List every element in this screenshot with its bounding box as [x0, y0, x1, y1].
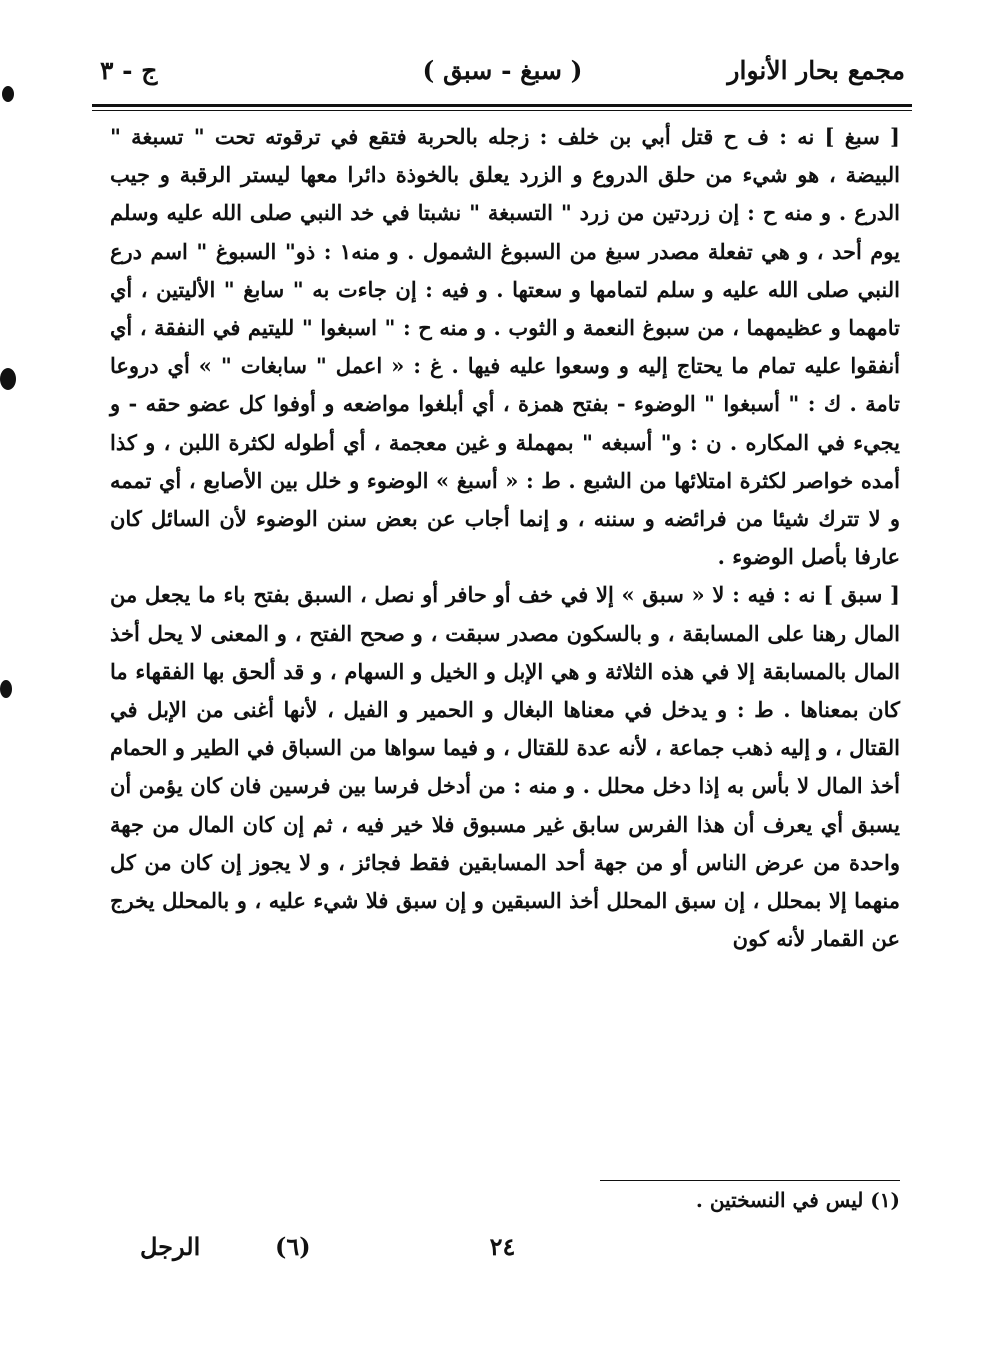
header-rule-thin	[92, 110, 912, 111]
header-rule-thick	[92, 104, 912, 107]
signature-mark: (٦)	[275, 1232, 311, 1261]
page-number: ٢٤	[489, 1232, 516, 1261]
scan-speck	[2, 86, 14, 102]
scan-speck	[0, 368, 16, 390]
book-title: مجمع بحار الأنوار	[727, 56, 905, 85]
footnote: (١) ليس في النسختين .	[695, 1188, 900, 1212]
entry-sabagha: [ سبغ ] نه : ف ح قتل أبي بن خلف : زجله بالحربة فتقع في ترقوته تحت " تسبغة " البيضة ، هو شيء من حلق الدروع و الزرد يعلق بالخوذة دائرا معها ليستر الرقبة و جيب الدرع . و منه ح : إن زردتين من زرد " التسبغة " نشبتا في خد النبي صلى الله عليه وسلم يوم أحد ، و هي تفعلة مصدر سبغ من السبوغ الشمول . و منه١ : ذو" السبوغ " اسم درع النبي صلى الله عليه و سلم لتمامها و سعتها . و فيه : إن جاءت به " سابغ " الأليتين ، أي تامهما و عظيمهما ، من سبوغ النعمة و الثوب . و منه ح : " اسبغوا " لليتيم في النفقة ، أي أنفقوا عليه تمام ما يحتاج إليه و وسعوا عليه فيها . غ : « اعمل " سابغات " » أي دروعا تامة . ك : " أسبغوا " الوضوء - بفتح همزة ، أي أبلغوا مواضعه و أوفوا كل عضو حقه - و يجيء في المكاره . ن : و" أسبغه " بمهملة و غين معجمة ، أي أطوله لكثرة اللبن ، و كذا أمده خواصر لكثرة امتلائها من الشبع . ط : « أسبغ » الوضوء و خلل بين الأصابع ، أي تممه و لا تترك شيئا من فرائضه و سننه ، و إنما أجاب عن بعض سنن الوضوء لأن السائل كان عارفا بأصل الوضوء .	[110, 124, 901, 570]
entry-sabaqa: [ سبق ] نه : فيه : لا « سبق » إلا في خف أو حافر أو نصل ، السبق بفتح باء ما يجعل من المال رهنا على المسابقة ، و بالسكون مصدر سبقت ، و صحح الفتح ، و المعنى لا يحل أخذ المال بالمسابقة إلا في هذه الثلاثة و هي الإبل و الخيل و السهام ، و قد ألحق بها الفقهاء ما كان بمعناها . ط : و يدخل في معناها البغال و الحمير و الفيل ، لأنها أغنى من الإبل في القتال ، و إليه ذهب جماعة ، لأنه عدة للقتال ، و فيما سواها من السباق في الطير و الحمام أخذ المال لا بأس به إذا دخل محلل . و منه : من أدخل فرسا بين فرسين فان كان يؤمن أن يسبق أي يعرف أن هذا الفرس سابق غير مسبوق فلا خير فيه ، ثم إن كان المال من جهة واحدة من عرض الناس أو من جهة أحد المسابقين فقط فجائز ، و لا يجوز إن كان من كل منهما إلا بمحلل ، إن سبق المحلل أخذ السبقين و إن سبق فلا شيء عليه ، و بالمحلل يخرج عن القمار لأنه كون	[110, 582, 900, 952]
footnote-rule	[600, 1180, 900, 1181]
main-text	[110, 118, 900, 958]
entry-range: ( سبغ - سبق )	[422, 56, 583, 85]
catchword: الرجل	[140, 1232, 201, 1261]
page-header	[100, 56, 905, 102]
volume-number: ج - ٣	[100, 56, 158, 85]
scan-speck	[0, 680, 12, 698]
page-footer	[100, 1232, 905, 1272]
